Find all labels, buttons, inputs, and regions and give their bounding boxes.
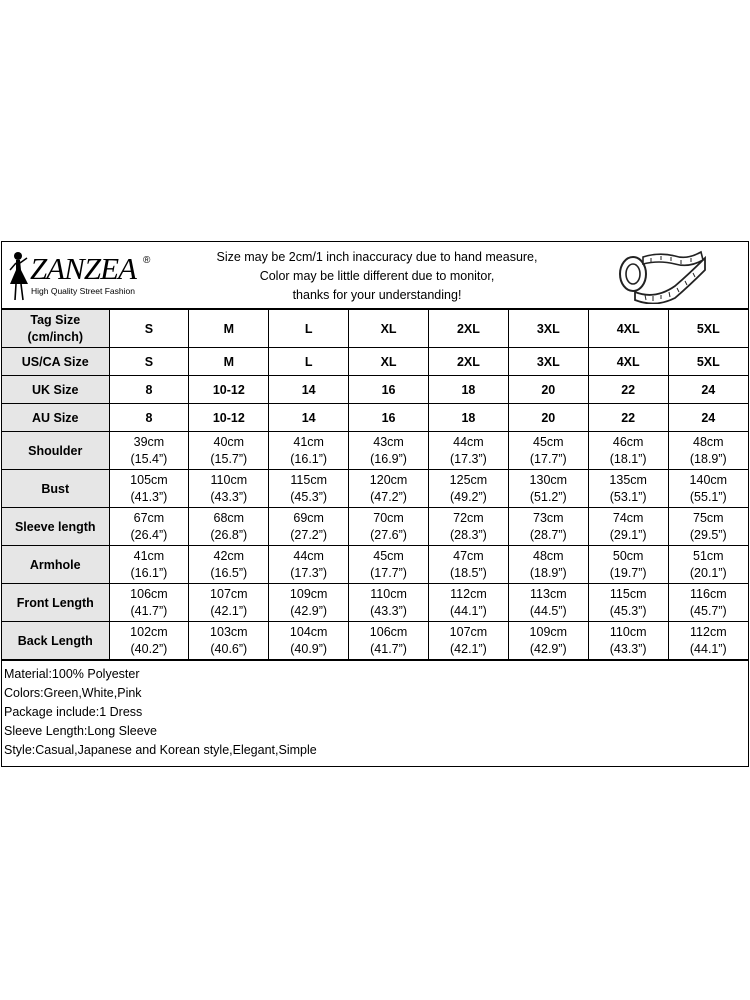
brand-logo bbox=[6, 248, 156, 304]
row-label: Armhole bbox=[2, 546, 109, 584]
size-cell: XL bbox=[349, 310, 429, 348]
measurement-cell bbox=[508, 432, 588, 470]
measurement-cell bbox=[349, 432, 429, 470]
detail-line: Colors:Green,White,Pink bbox=[4, 686, 142, 700]
cm-value: 51cm bbox=[693, 548, 724, 563]
inch-value: (28.7”) bbox=[529, 527, 567, 542]
measurement-cell bbox=[429, 432, 509, 470]
cm-value: 45cm bbox=[533, 434, 564, 449]
measurement-cell bbox=[668, 622, 748, 660]
size-cell: 22 bbox=[588, 404, 668, 432]
measurement-cell bbox=[508, 508, 588, 546]
measurement-cell bbox=[109, 622, 189, 660]
size-cell: M bbox=[189, 310, 269, 348]
measurement-cell bbox=[349, 546, 429, 584]
inch-value: (47.2”) bbox=[370, 489, 407, 504]
inch-value: (40.6”) bbox=[210, 641, 248, 656]
measurement-cell bbox=[668, 508, 748, 546]
detail-line: Sleeve Length:Long Sleeve bbox=[4, 724, 157, 738]
cm-value: 45cm bbox=[373, 548, 404, 563]
measurement-cell bbox=[349, 508, 429, 546]
cm-value: 67cm bbox=[133, 510, 165, 525]
measurement-cell bbox=[668, 546, 748, 584]
measurement-row bbox=[2, 432, 748, 470]
cm-value: 105cm bbox=[130, 472, 168, 487]
row-label: Back Length bbox=[2, 622, 109, 660]
cm-value: 104cm bbox=[289, 624, 328, 639]
measurement-cell bbox=[109, 546, 189, 584]
cm-value: 116cm bbox=[690, 586, 727, 601]
inch-value: (16.9”) bbox=[370, 451, 407, 466]
measurement-cell bbox=[429, 508, 509, 546]
row-label bbox=[2, 310, 109, 348]
inch-value: (42.1”) bbox=[450, 641, 487, 656]
us-ca-size-row bbox=[2, 348, 748, 376]
measurement-cell bbox=[588, 546, 668, 584]
measurement-cell bbox=[429, 546, 509, 584]
inch-value: (16.1”) bbox=[130, 565, 168, 580]
inch-value: (27.6”) bbox=[370, 527, 407, 542]
cm-value: 39cm bbox=[133, 434, 165, 449]
notice-line: thanks for your understanding! bbox=[292, 288, 462, 302]
inch-value: (40.2”) bbox=[130, 641, 168, 656]
inch-value: (29.5”) bbox=[689, 527, 727, 542]
cm-value: 107cm bbox=[449, 624, 488, 639]
size-table bbox=[2, 309, 748, 660]
size-cell: 2XL bbox=[429, 310, 509, 348]
row-label-line: (cm/inch) bbox=[27, 329, 84, 344]
inch-value: (19.7”) bbox=[609, 565, 647, 580]
cm-value: 109cm bbox=[289, 586, 328, 601]
detail-line: Style:Casual,Japanese and Korean style,Elegant,Simple bbox=[4, 743, 317, 757]
measurement-cell bbox=[189, 508, 269, 546]
measurement-cell bbox=[508, 546, 588, 584]
cm-value: 48cm bbox=[533, 548, 564, 563]
notice-line: Size may be 2cm/1 inch inaccuracy due to hand measure, bbox=[216, 250, 538, 264]
inch-value: (41.7”) bbox=[130, 603, 168, 618]
row-label-line: Tag Size bbox=[30, 312, 81, 327]
cm-value: 72cm bbox=[453, 510, 484, 525]
size-cell: S bbox=[109, 310, 189, 348]
size-cell: 2XL bbox=[429, 348, 509, 376]
row-label: AU Size bbox=[2, 404, 109, 432]
cm-value: 41cm bbox=[133, 548, 165, 563]
size-cell: 18 bbox=[429, 404, 509, 432]
measurement-row bbox=[2, 508, 748, 546]
cm-value: 112cm bbox=[690, 624, 727, 639]
cm-value: 68cm bbox=[213, 510, 245, 525]
measurement-cell bbox=[269, 508, 349, 546]
inch-value: (15.4”) bbox=[130, 451, 168, 466]
size-cell: 5XL bbox=[668, 348, 748, 376]
cm-value: 106cm bbox=[130, 586, 168, 601]
cm-value: 125cm bbox=[449, 472, 488, 487]
size-cell: L bbox=[269, 310, 349, 348]
row-label: Sleeve length bbox=[2, 508, 109, 546]
measurement-row bbox=[2, 546, 748, 584]
measurement-cell bbox=[189, 546, 269, 584]
measurement-row bbox=[2, 470, 748, 508]
measurement-row bbox=[2, 584, 748, 622]
detail-line: Package include:1 Dress bbox=[4, 705, 143, 719]
cm-value: 42cm bbox=[213, 548, 245, 563]
au-size-row bbox=[2, 404, 748, 432]
size-cell: 14 bbox=[269, 404, 349, 432]
tag-size-row bbox=[2, 310, 748, 348]
size-cell: 3XL bbox=[508, 348, 588, 376]
cm-value: 43cm bbox=[373, 434, 404, 449]
measurement-cell bbox=[429, 584, 509, 622]
inch-value: (41.3”) bbox=[130, 489, 168, 504]
size-cell: L bbox=[269, 348, 349, 376]
measurement-rows bbox=[2, 432, 748, 660]
product-details bbox=[2, 660, 748, 766]
size-cell: 8 bbox=[109, 404, 189, 432]
size-cell: 5XL bbox=[668, 310, 748, 348]
inch-value: (41.7”) bbox=[370, 641, 407, 656]
inch-value: (43.3”) bbox=[210, 489, 248, 504]
row-label: US/CA Size bbox=[2, 348, 109, 376]
size-cell: 18 bbox=[429, 376, 509, 404]
measurement-cell bbox=[269, 546, 349, 584]
size-cell: 10-12 bbox=[189, 376, 269, 404]
measurement-cell bbox=[508, 622, 588, 660]
measurement-cell bbox=[269, 470, 349, 508]
inch-value: (18.9”) bbox=[529, 565, 567, 580]
cm-value: 112cm bbox=[450, 586, 487, 601]
measurement-cell bbox=[588, 508, 668, 546]
measurement-cell bbox=[588, 584, 668, 622]
measurement-cell bbox=[349, 470, 429, 508]
cm-value: 130cm bbox=[529, 472, 568, 487]
cm-value: 44cm bbox=[293, 548, 324, 563]
cm-value: 103cm bbox=[210, 624, 248, 639]
measurement-cell bbox=[668, 470, 748, 508]
uk-size-row bbox=[2, 376, 748, 404]
inch-value: (17.7”) bbox=[529, 451, 567, 466]
measurement-cell bbox=[668, 584, 748, 622]
inch-value: (29.1”) bbox=[609, 527, 647, 542]
inch-value: (40.9”) bbox=[290, 641, 328, 656]
size-cell: 16 bbox=[349, 404, 429, 432]
inch-value: (16.1”) bbox=[290, 451, 328, 466]
cm-value: 110cm bbox=[370, 586, 407, 601]
measurement-cell bbox=[269, 622, 349, 660]
size-cell: S bbox=[109, 348, 189, 376]
inch-value: (53.1”) bbox=[609, 489, 647, 504]
size-cell: M bbox=[189, 348, 269, 376]
measurement-cell bbox=[508, 584, 588, 622]
size-chart bbox=[1, 241, 749, 767]
measurement-cell bbox=[668, 432, 748, 470]
measurement-cell bbox=[349, 622, 429, 660]
inch-value: (17.3”) bbox=[290, 565, 328, 580]
row-label: Front Length bbox=[2, 584, 109, 622]
notice-line: Color may be little different due to monitor, bbox=[259, 269, 495, 283]
inch-value: (55.1”) bbox=[689, 489, 727, 504]
cm-value: 74cm bbox=[612, 510, 644, 525]
measurement-cell bbox=[189, 470, 269, 508]
cm-value: 106cm bbox=[369, 624, 408, 639]
measurement-cell bbox=[349, 584, 429, 622]
cm-value: 46cm bbox=[612, 434, 644, 449]
inch-value: (44.1”) bbox=[450, 603, 487, 618]
brand-name: ZANZEA bbox=[30, 251, 136, 286]
cm-value: 48cm bbox=[693, 434, 724, 449]
inch-value: (44.5”) bbox=[529, 603, 567, 618]
cm-value: 115cm bbox=[290, 472, 327, 487]
inch-value: (15.7”) bbox=[210, 451, 248, 466]
inch-value: (51.2”) bbox=[529, 489, 567, 504]
size-cell: 16 bbox=[349, 376, 429, 404]
inch-value: (42.1”) bbox=[210, 603, 248, 618]
cm-value: 41cm bbox=[293, 434, 324, 449]
measurement-cell bbox=[508, 470, 588, 508]
cm-value: 115cm bbox=[609, 586, 647, 601]
inch-value: (43.3”) bbox=[609, 641, 647, 656]
measurement-row bbox=[2, 622, 748, 660]
size-cell: 14 bbox=[269, 376, 349, 404]
measurement-cell bbox=[109, 584, 189, 622]
inch-value: (42.9”) bbox=[529, 641, 567, 656]
size-cell: 24 bbox=[668, 376, 748, 404]
inch-value: (42.9”) bbox=[290, 603, 328, 618]
inch-value: (20.1”) bbox=[689, 565, 727, 580]
size-cell: 20 bbox=[508, 404, 588, 432]
cm-value: 140cm bbox=[689, 472, 728, 487]
row-label: Bust bbox=[2, 470, 109, 508]
inch-value: (26.8”) bbox=[210, 527, 248, 542]
cm-value: 110cm bbox=[210, 472, 248, 487]
measurement-cell bbox=[588, 470, 668, 508]
inch-value: (49.2”) bbox=[450, 489, 487, 504]
measurement-cell bbox=[109, 432, 189, 470]
size-cell: 8 bbox=[109, 376, 189, 404]
size-cell: 4XL bbox=[588, 310, 668, 348]
inch-value: (28.3”) bbox=[450, 527, 487, 542]
measuring-tape-icon bbox=[615, 248, 707, 304]
size-cell: 4XL bbox=[588, 348, 668, 376]
measurement-cell bbox=[109, 470, 189, 508]
size-cell: 10-12 bbox=[189, 404, 269, 432]
inch-value: (18.5”) bbox=[450, 565, 487, 580]
measurement-cell bbox=[588, 622, 668, 660]
row-label: UK Size bbox=[2, 376, 109, 404]
row-label: Shoulder bbox=[2, 432, 109, 470]
cm-value: 75cm bbox=[693, 510, 724, 525]
size-cell: 3XL bbox=[508, 310, 588, 348]
inch-value: (26.4”) bbox=[130, 527, 168, 542]
cm-value: 73cm bbox=[533, 510, 564, 525]
cm-value: 50cm bbox=[612, 548, 644, 563]
measurement-notice bbox=[172, 248, 582, 305]
measurement-cell bbox=[189, 584, 269, 622]
inch-value: (43.3”) bbox=[370, 603, 407, 618]
cm-value: 135cm bbox=[609, 472, 647, 487]
measurement-cell bbox=[189, 622, 269, 660]
registered-mark: ® bbox=[143, 255, 151, 266]
cm-value: 102cm bbox=[130, 624, 168, 639]
cm-value: 70cm bbox=[373, 510, 404, 525]
cm-value: 110cm bbox=[609, 624, 647, 639]
detail-line: Material:100% Polyester bbox=[4, 667, 140, 681]
measurement-cell bbox=[189, 432, 269, 470]
woman-silhouette-icon bbox=[6, 250, 32, 302]
cm-value: 69cm bbox=[293, 510, 324, 525]
size-cell: 22 bbox=[588, 376, 668, 404]
inch-value: (17.7”) bbox=[370, 565, 407, 580]
cm-value: 113cm bbox=[530, 586, 567, 601]
cm-value: 109cm bbox=[529, 624, 568, 639]
size-cell: 20 bbox=[508, 376, 588, 404]
cm-value: 107cm bbox=[210, 586, 248, 601]
inch-value: (18.9”) bbox=[689, 451, 727, 466]
measurement-cell bbox=[429, 470, 509, 508]
brand-tagline: High Quality Street Fashion bbox=[31, 286, 135, 296]
cm-value: 44cm bbox=[453, 434, 484, 449]
measurement-cell bbox=[269, 584, 349, 622]
cm-value: 120cm bbox=[369, 472, 408, 487]
inch-value: (44.1”) bbox=[689, 641, 727, 656]
chart-header bbox=[2, 242, 748, 309]
measurement-cell bbox=[269, 432, 349, 470]
cm-value: 40cm bbox=[213, 434, 245, 449]
measurement-cell bbox=[429, 622, 509, 660]
size-cell: 24 bbox=[668, 404, 748, 432]
inch-value: (27.2”) bbox=[290, 527, 328, 542]
inch-value: (45.3”) bbox=[609, 603, 647, 618]
inch-value: (45.7”) bbox=[689, 603, 727, 618]
inch-value: (18.1”) bbox=[609, 451, 647, 466]
size-cell: XL bbox=[349, 348, 429, 376]
inch-value: (16.5”) bbox=[210, 565, 248, 580]
inch-value: (17.3”) bbox=[450, 451, 487, 466]
measurement-cell bbox=[109, 508, 189, 546]
cm-value: 47cm bbox=[453, 548, 484, 563]
inch-value: (45.3”) bbox=[290, 489, 328, 504]
measurement-cell bbox=[588, 432, 668, 470]
